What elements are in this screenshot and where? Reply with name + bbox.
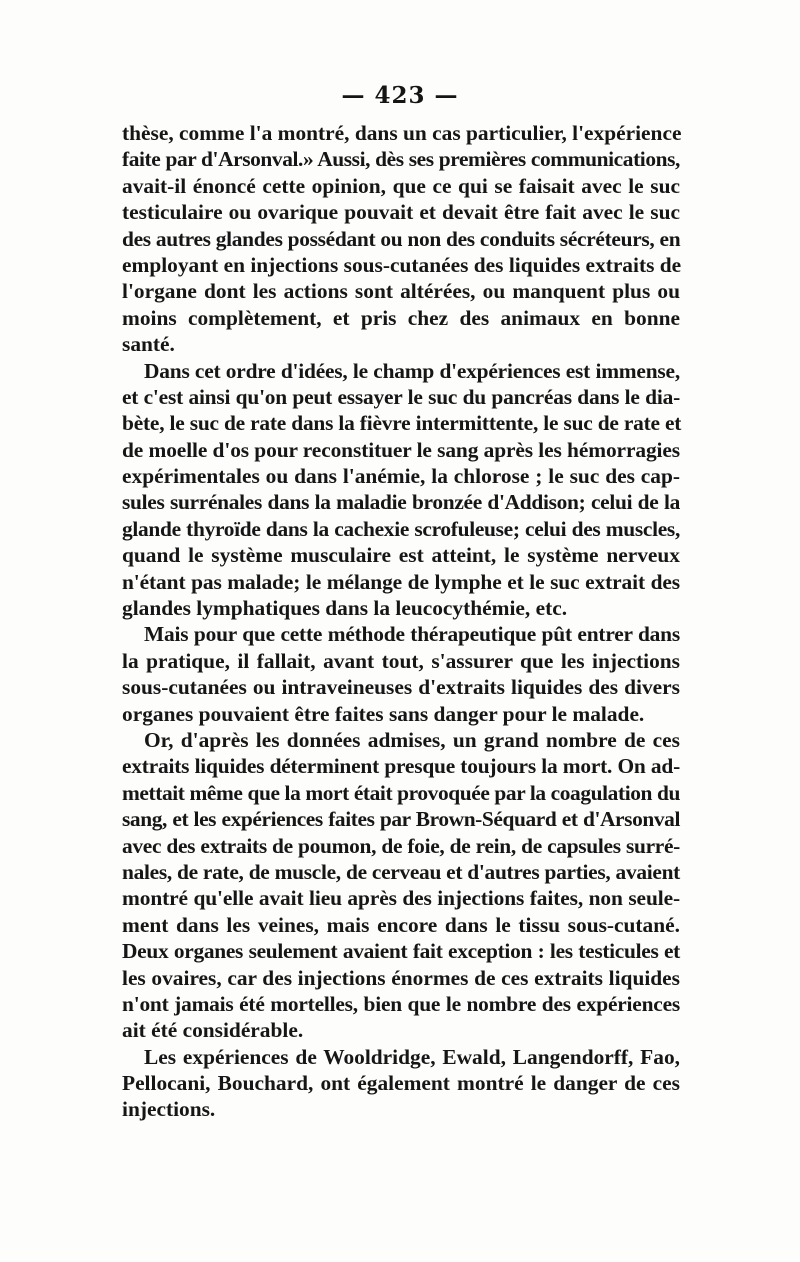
text-line: de moelle d'os pour reconstituer le sang après les hémorragies (122, 437, 680, 462)
text-line: avec des extraits de poumon, de foie, de rein, de capsules surré- (122, 833, 680, 858)
text-line: glandes lymphatiques dans la leucocythémie, etc. (122, 596, 568, 621)
text-line: montré qu'elle avait lieu après des injections faites, non seule- (122, 886, 680, 911)
text-line: sous-cutanées ou intraveineuses d'extraits liquides des divers (122, 675, 680, 700)
text-line: testiculaire ou ovarique pouvait et devait être fait avec le suc (122, 200, 680, 225)
text-line: sules surrénales dans la maladie bronzée d'Addison; celui de la (122, 490, 680, 515)
text-line: n'ont jamais été mortelles, bien que le nombre des expériences (122, 991, 680, 1016)
text-line: extraits liquides déterminent presque toujours la mort. On ad- (122, 754, 680, 779)
paragraph (122, 621, 680, 727)
text-line: n'étant pas malade; le mélange de lymphe et le suc extrait des (122, 569, 680, 594)
text-line: faite par d'Arsonval.» Aussi, dès ses premières communications, (122, 147, 680, 172)
text-line: des autres glandes possédant ou non des conduits sécréteurs, en (122, 226, 681, 251)
text-line: Pellocani, Bouchard, ont également montré le danger de ces (122, 1071, 680, 1096)
text-line: santé. (122, 332, 175, 357)
paragraph (122, 1044, 680, 1123)
text-line: Mais pour que cette méthode thérapeutique pût entrer dans (144, 622, 680, 647)
body-text (122, 120, 680, 1123)
paragraph (122, 358, 680, 622)
text-line: les ovaires, car des injections énormes de ces extraits liquides (122, 965, 680, 990)
text-line: employant en injections sous-cutanées des liquides extraits de (122, 252, 682, 277)
text-line: Or, d'après les données admises, un grand nombre de ces (144, 727, 680, 752)
text-line: expérimentales ou dans l'anémie, la chlorose ; le suc des cap- (122, 464, 680, 489)
text-line: nales, de rate, de muscle, de cerveau et d'autres parties, avaient (122, 859, 680, 884)
text-line: sang, et les expériences faites par Brown-Séquard et d'Arsonval (122, 807, 680, 832)
text-line: ait été considérable. (122, 1018, 304, 1043)
text-line: moins complètement, et pris chez des animaux en bonne (122, 305, 680, 330)
text-line: avait-il énoncé cette opinion, que ce qui se faisait avec le suc (122, 173, 680, 198)
text-line: bète, le suc de rate dans la fièvre intermittente, le suc de rate et (122, 411, 682, 436)
text-line: ment dans les veines, mais encore dans le tissu sous-cutané. (122, 912, 680, 937)
text-line: Dans cet ordre d'idées, le champ d'expériences est immense, (144, 358, 680, 383)
text-line: glande thyroïde dans la cachexie scrofuleuse; celui des muscles, (122, 516, 680, 541)
text-line: quand le système musculaire est atteint, le système nerveux (122, 543, 680, 568)
text-line: mettait même que la mort était provoquée par la coagulation du (122, 780, 680, 805)
text-line: injections. (122, 1097, 216, 1122)
page-number: — 423 — (341, 82, 459, 109)
text-line: et c'est ainsi qu'on peut essayer le suc du pancréas dans le dia- (122, 384, 680, 409)
text-line: thèse, comme l'a montré, dans un cas particulier, l'expérience (122, 121, 682, 145)
text-line: l'organe dont les actions sont altérées, ou manquent plus ou (122, 279, 680, 304)
text-line: organes pouvaient être faites sans danger pour le malade. (122, 701, 645, 726)
paragraph (122, 727, 680, 1044)
text-line: Les expériences de Wooldridge, Ewald, Langendorff, Fao, (144, 1044, 680, 1069)
text-line: Deux organes seulement avaient fait exception : les testicules et (122, 939, 680, 964)
text-line: la pratique, il fallait, avant tout, s'assurer que les injections (122, 648, 680, 673)
paragraph (122, 120, 680, 358)
